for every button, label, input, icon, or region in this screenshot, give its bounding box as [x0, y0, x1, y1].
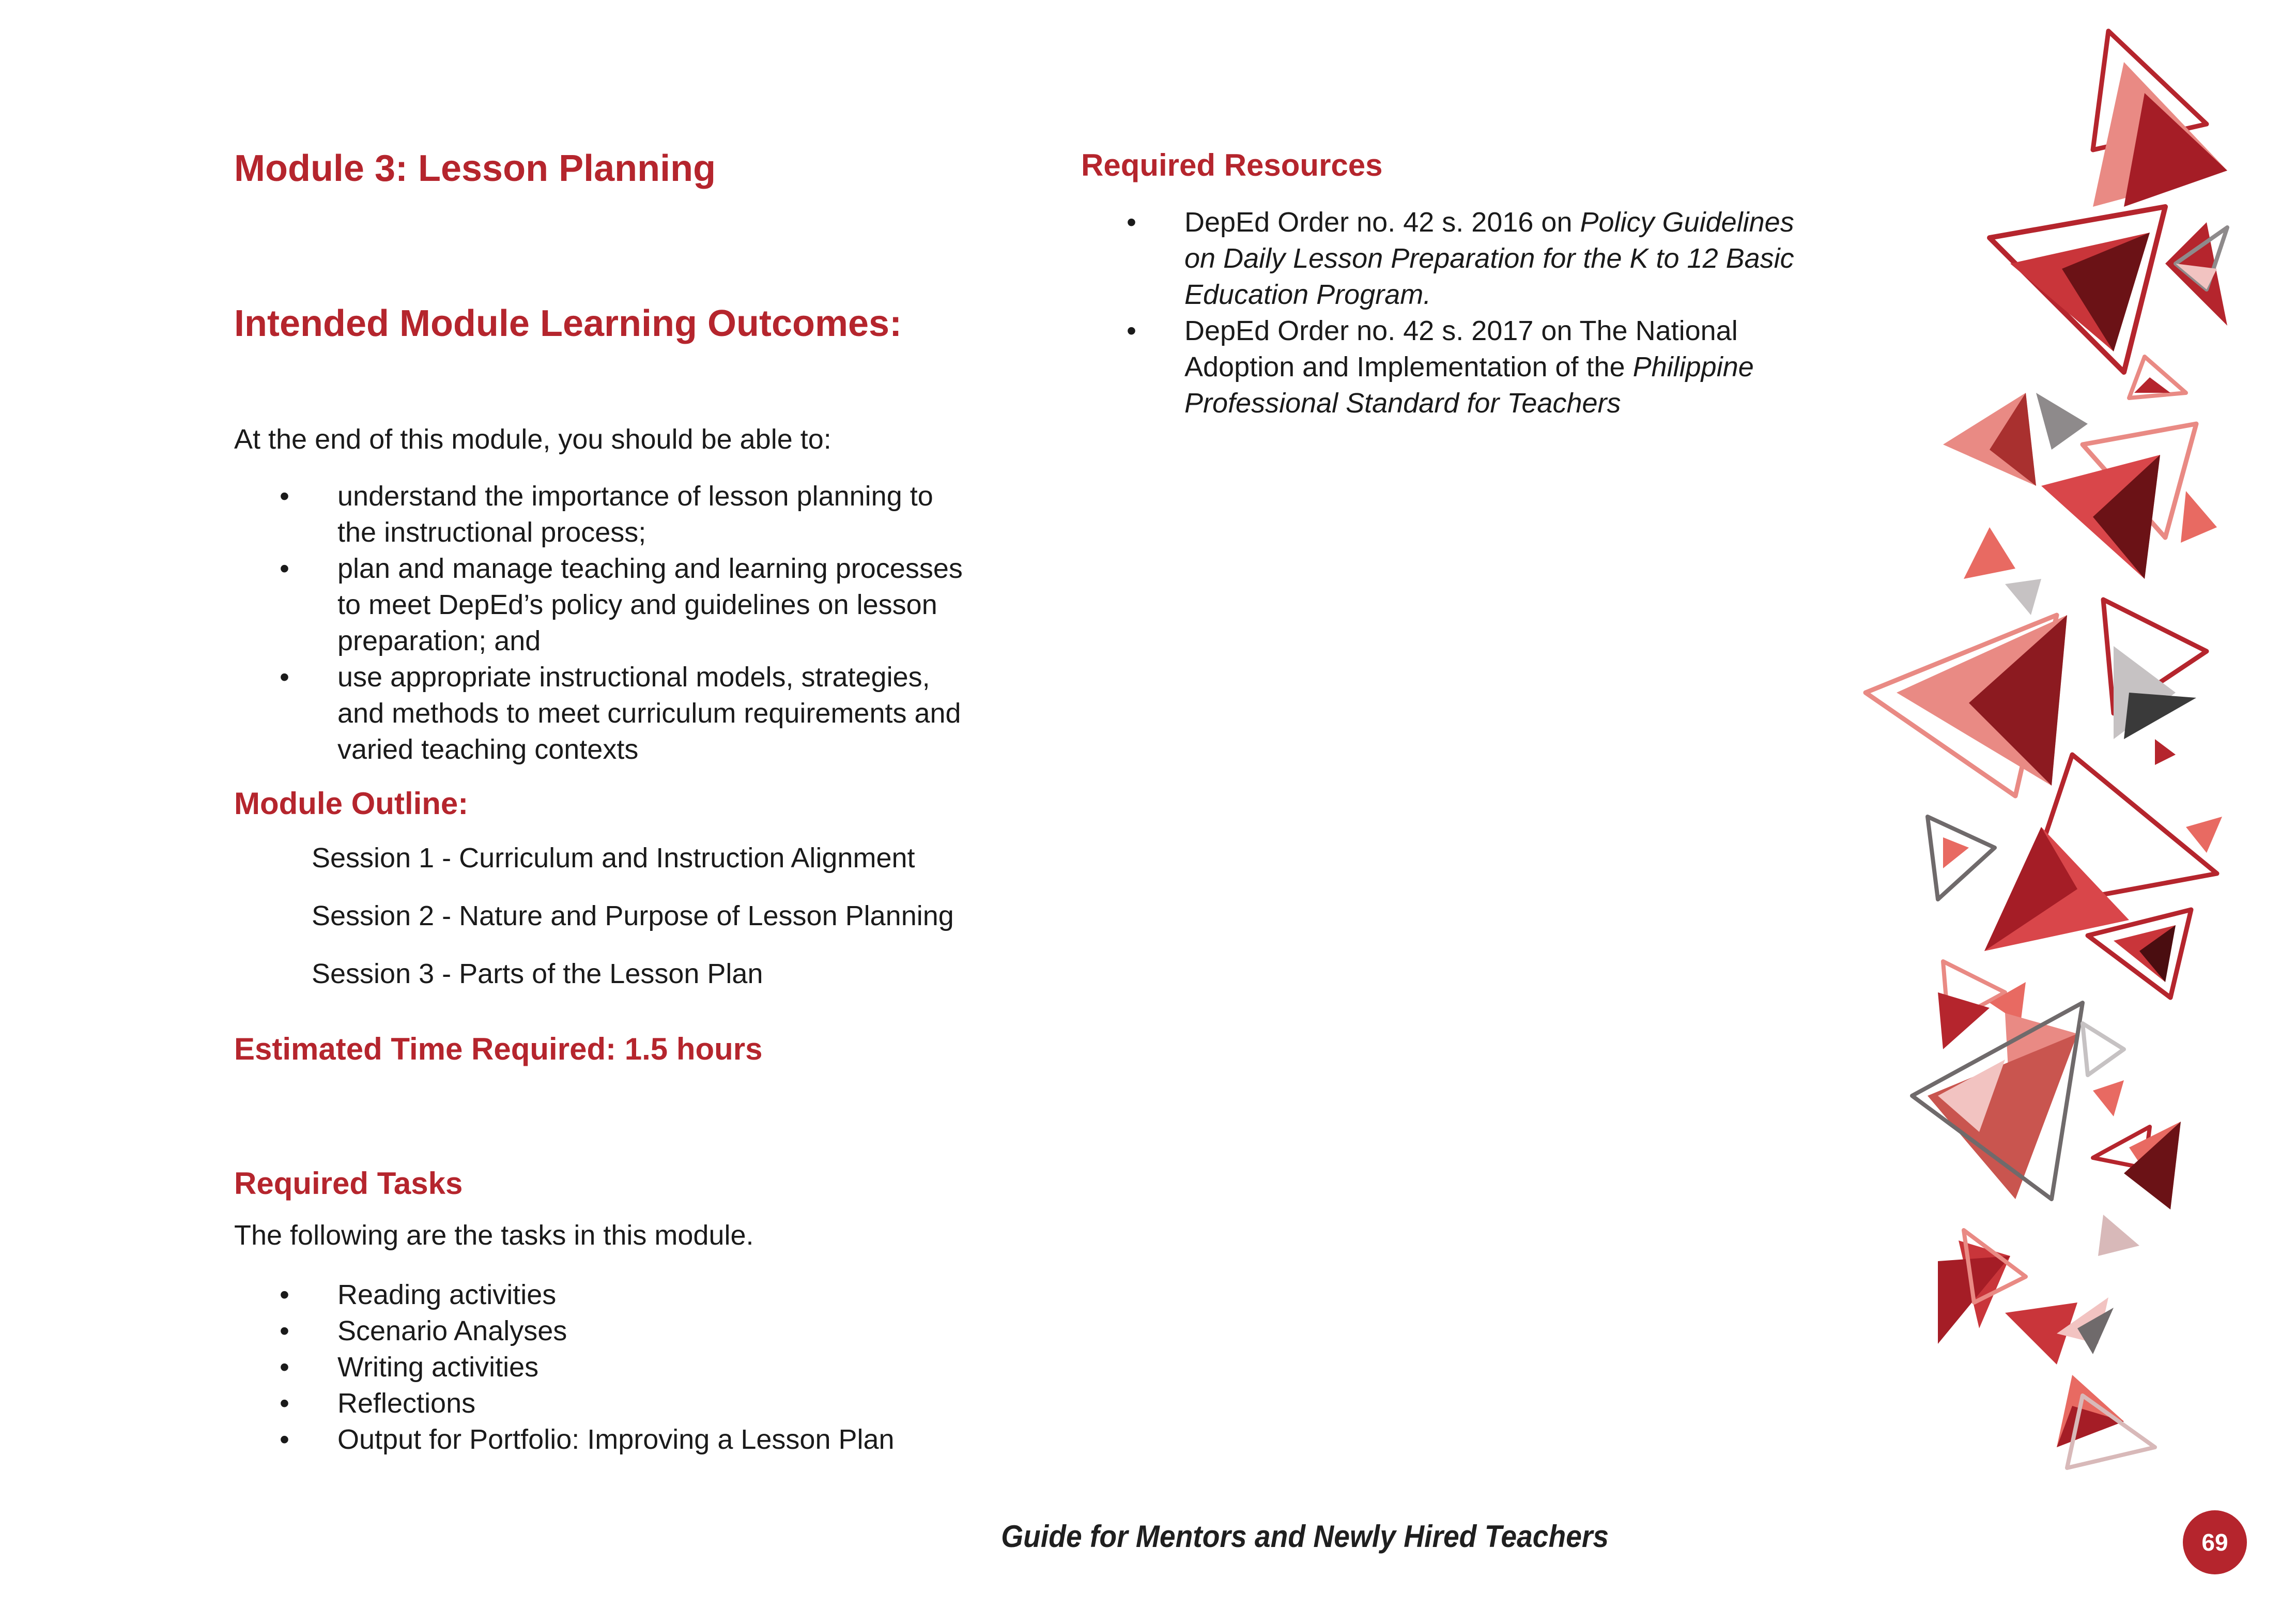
session-item: Session 2 - Nature and Purpose of Lesson Planning: [312, 900, 954, 931]
list-item: • Scenario Analyses: [337, 1313, 895, 1349]
session-item: Session 3 - Parts of the Lesson Plan: [312, 958, 763, 989]
list-item: • Reading activities: [337, 1277, 895, 1313]
bullet-icon: •: [1127, 207, 1136, 238]
list-item: • Reflections: [337, 1385, 895, 1421]
bullet-icon: •: [280, 1424, 289, 1455]
tasks-heading: Required Tasks: [234, 1166, 463, 1201]
outcomes-heading: Intended Module Learning Outcomes:: [234, 303, 902, 344]
list-item: • DepEd Order no. 42 s. 2017 on The National Adoption and Implementation of the Philippine Professional Standard for Teachers: [1184, 313, 1794, 421]
bullet-icon: •: [280, 662, 289, 693]
tasks-intro: The following are the tasks in this module.: [234, 1220, 754, 1251]
footer-title: Guide for Mentors and Newly Hired Teachers: [1001, 1519, 1609, 1554]
bullet-icon: •: [1127, 315, 1136, 346]
list-item: • DepEd Order no. 42 s. 2016 on Policy Guidelines on Daily Lesson Preparation for the K to 12 Basic Education Program.: [1184, 204, 1794, 313]
decorative-triangles: [1835, 21, 2296, 1520]
outcomes-intro: At the end of this module, you should be able to:: [234, 424, 831, 455]
list-item: • Output for Portfolio: Improving a Lesson Plan: [337, 1421, 895, 1458]
list-item: • Writing activities: [337, 1349, 895, 1385]
bullet-icon: •: [280, 1279, 289, 1310]
bullet-icon: •: [280, 553, 289, 584]
bullet-icon: •: [280, 1388, 289, 1419]
page-number-badge: 69: [2183, 1510, 2247, 1574]
list-item: • understand the importance of lesson planning to the instructional process;: [337, 478, 963, 550]
tasks-list: [280, 1277, 895, 1458]
time-heading: Estimated Time Required: 1.5 hours: [234, 1032, 763, 1066]
outcomes-list: [280, 478, 963, 768]
bullet-icon: •: [280, 481, 289, 512]
bullet-icon: •: [280, 1315, 289, 1346]
module-title: Module 3: Lesson Planning: [234, 148, 716, 189]
outline-heading: Module Outline:: [234, 786, 469, 821]
session-item: Session 1 - Curriculum and Instruction Alignment: [312, 842, 915, 874]
list-item: • use appropriate instructional models, strategies, and methods to meet curriculum requirements and varied teaching contexts: [337, 659, 963, 768]
bullet-icon: •: [280, 1352, 289, 1383]
list-item: • plan and manage teaching and learning processes to meet DepEd’s policy and guidelines on lesson preparation; and: [337, 550, 963, 659]
resources-heading: Required Resources: [1081, 148, 1383, 182]
resources-list: [1127, 204, 1794, 421]
